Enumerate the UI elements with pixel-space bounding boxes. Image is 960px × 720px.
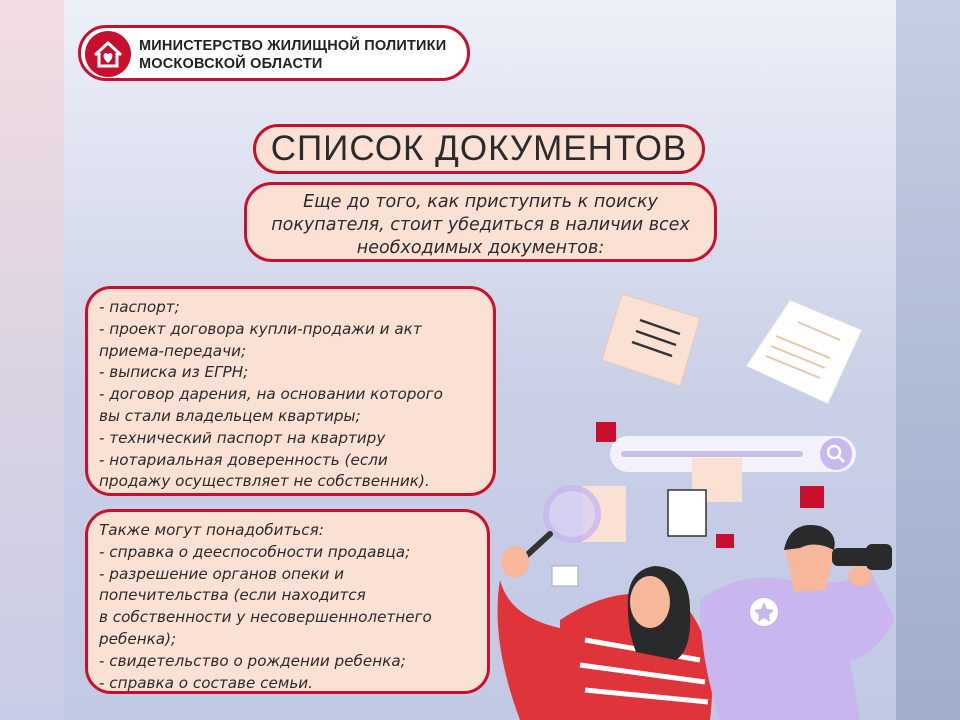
- magnifier-icon: [526, 488, 598, 556]
- ministry-line-1: МИНИСТЕРСТВО ЖИЛИЩНОЙ ПОЛИТИКИ: [139, 38, 447, 54]
- list-item: - проект договора купли-продажи и акт: [99, 319, 422, 338]
- intro-line: необходимых документов:: [356, 238, 605, 258]
- list-item: - свидетельство о рождении ребенка;: [99, 651, 406, 670]
- red-square-icon: [800, 486, 824, 508]
- red-square-icon: [596, 422, 616, 442]
- paper-icon: [602, 294, 700, 386]
- list-item: в собственности у несовершеннолетнего: [99, 608, 432, 627]
- page-title: СПИСОК ДОКУМЕНТОВ: [253, 124, 705, 174]
- list-item: продажу осуществляет не собственник).: [99, 472, 430, 491]
- search-icon: [820, 438, 852, 470]
- list-item: - паспорт;: [99, 298, 180, 316]
- list-item: ребенка);: [99, 629, 177, 648]
- list-item: - справка о дееспособности продавца;: [99, 542, 411, 561]
- intro-line: Еще до того, как приступить к поиску: [303, 192, 658, 212]
- list-item: - справка о составе семьи.: [99, 673, 313, 692]
- man-with-binoculars: [700, 525, 895, 720]
- list-item: - выписка из ЕГРН;: [99, 363, 249, 382]
- list-heading: Также могут понадобиться:: [99, 521, 324, 539]
- woman-with-magnifier: [498, 546, 713, 720]
- list-item: - договор дарения, на основании которого: [99, 385, 443, 404]
- list-item: - разрешение органов опеки и: [99, 564, 345, 583]
- red-note-icon: [716, 534, 734, 548]
- list-item: приема-передачи;: [99, 341, 247, 360]
- intro-line: покупателя, стоит убедиться в наличии всех: [271, 215, 690, 235]
- list-item: вы стали владельцем квартиры;: [99, 406, 361, 425]
- ministry-line-2: МОСКОВСКОЙ ОБЛАСТИ: [139, 56, 323, 72]
- list-item: попечительства (если находится: [99, 586, 366, 605]
- document-icon: [746, 300, 862, 404]
- list-item: - технический паспорт на квартиру: [99, 428, 386, 447]
- list-item: - нотариальная доверенность (если: [99, 450, 388, 469]
